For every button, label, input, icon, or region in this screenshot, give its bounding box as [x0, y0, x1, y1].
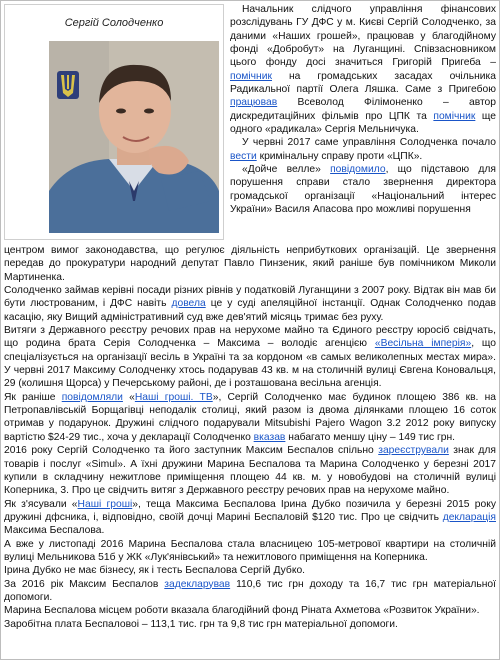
paragraph-loan: [4, 498, 496, 538]
link-dovela[interactable]: довела: [171, 298, 206, 310]
link-povidomlialy[interactable]: повідомляли: [61, 391, 123, 403]
text-span: 110,6 тис грн доходу та 16,7 тис грн матеріальної допомоги.: [4, 578, 497, 603]
main-article-text: [4, 244, 496, 631]
text-span: кримінальну справу проти «ЦПК».: [256, 150, 423, 162]
text-span: ще одного «радикала» Сергія Мельничука.: [230, 110, 496, 136]
paragraph-dw-continued: центром вимог законодавства, що регулює діяльність неприбуткових організацій. Це звернення передав до прокуратури народний депутат Павло Пинзеник, який раніше був помічником Миколи Мартиненка.: [4, 245, 496, 283]
text-span: Начальник слідчого управління фінансових розслідувань ГУ ДФС у м. Києві Сергій Солодченко, за даними «Наших грошей», працював у благодійному фонді «Добробут» на Луганщині. Співзасновником цього фонду досі значиться Григорій Пригеба –: [230, 4, 496, 69]
text-span: Максима Беспалова.: [4, 525, 105, 537]
text-span: У червні 2017 саме управління Солодченка почало: [242, 137, 496, 149]
link-vesilna-imperiia[interactable]: «Весільна імперія»: [374, 338, 472, 350]
link-pomichnyk[interactable]: помічник: [230, 70, 272, 82]
text-span: Як з'ясували «: [4, 498, 78, 510]
text-span: За 2016 рік Максим Беспалов: [4, 578, 165, 590]
link-vkazav[interactable]: вказав: [253, 431, 286, 443]
text-span: на громадських засадах очільника Радикальної партії Олега Ляшка. Саме з Пригебою: [230, 70, 496, 96]
text-span: набагато меншу ціну – 149 тис грн.: [285, 431, 456, 443]
text-span: знак для товарів і послуг «Simul». А їхні дружини Марина Беспалова та Марина Солодченко у березні 2017 купили в складчину нежитлове приміщення площею 44 кв. м. у новобудові на столичній вулиці Коперника, 3. Про це свідчить витяг з Державного реєстру речових прав на нерухоме майно.: [4, 445, 496, 497]
text-span: », теща Максима Беспалова Ірина Дубко позичила у березні 2015 року дружині дфсника, і, відповідно, своїй дочці Марині Беспаловій $120 тис. Про це свідчить: [4, 498, 496, 523]
trident-emblem: [57, 71, 79, 99]
link-pratsiuvav[interactable]: працював: [230, 97, 278, 109]
paragraph-house: [4, 391, 496, 444]
text-span: , що підставою для порушення справи стало звернення директора громадської організації «Національний інтерес України» Василя Апасова про можливі порушення: [230, 164, 496, 216]
paragraph-lustration: [4, 284, 496, 324]
paragraph-trademark: [4, 444, 496, 497]
paragraph-apartment: А вже у листопаді 2016 Марина Беспалова стала власницею 105-метрової квартири на столичній вулиці Мельникова 51б у ЖК «Лук'янівський» та нежитлового приміщення на Коперника.: [4, 538, 496, 563]
link-pomichnyk-2[interactable]: помічник: [433, 110, 476, 122]
text-span: Всеволод Філімоненко – автор дискредитаційних фільмів про ЦПК та: [230, 97, 496, 122]
paragraph-wedding-agency: [4, 324, 496, 391]
paragraph-dw: [230, 163, 496, 216]
paragraph-no-business: Ірина Дубко не має бізнесу, як і тесть Беспалова Сергій Дубко.: [4, 565, 306, 577]
paragraph-salary: Заробітна плата Беспаловоі – 113,1 тис. грн та 9,8 тис грн матеріальної допомоги.: [4, 618, 398, 630]
portrait-photo: [49, 41, 219, 233]
text-span: 2016 року Сергій Солодченко та його заступник Максим Беспалов спільно: [4, 445, 379, 457]
text-span: Витяги з Державного реєстру речових прав на нерухоме майно та Єдиного реєстру юросіб свідчать, що родина брата Серія Солодченка – Максима – володіє агенцією: [4, 325, 496, 350]
text-span: , що спеціалізується на організації весіль в Україні та за кордоном «в самых великолепных местах мира». У червні 2017 Максиму Солодченку хтось подарував 43 кв. м на столичній вулиці Євгена Коновальця, 29 (колишня Щорса) у Печерському районі, де і розташована весільна агенція.: [4, 338, 496, 390]
paragraph-case: [230, 136, 496, 163]
link-nashi-groshi[interactable]: Наші гроші: [77, 498, 133, 510]
link-vesty[interactable]: вести: [230, 150, 257, 162]
link-nashi-groshi-tv[interactable]: Наші гроші. ТВ: [134, 391, 213, 403]
paragraph-workplace: Марина Беспалова місцем роботи вказала благодійний фонд Ріната Ахметова «Розвиток України».: [4, 605, 480, 617]
photo-card: [4, 4, 224, 240]
side-column-text: [230, 3, 496, 217]
link-zadeklaruvav[interactable]: задекларував: [164, 578, 231, 590]
portrait-illustration: [49, 41, 219, 233]
link-zareiestruvaly[interactable]: зареєстрували: [378, 445, 449, 457]
text-span: Солодченко займав керівні посади різних рівнів у податковій Луганщини з 2007 року. Відтак він мав би бути люстрованим, і ДФС навіть: [4, 285, 496, 310]
paragraph-income: [4, 578, 496, 605]
text-span: «: [122, 391, 135, 403]
text-span: Як раніше: [4, 391, 62, 403]
photo-caption: Сергій Солодченко: [64, 17, 164, 29]
paragraph-intro: [230, 3, 496, 136]
link-povidomylo[interactable]: повідомило: [330, 164, 386, 176]
link-deklaratsiia[interactable]: декларація: [442, 511, 496, 523]
text-span: це у суді апеляційної інстанції. Однак Солодченко подав касацію, яку Вищий адміністративний суд вже дев'ятий місяць тримає без руху.: [4, 298, 496, 323]
text-span: », Сергій Солодченко має будинок площею 386 кв. на Петропавлівській Борщагівці неподалік столиці, який разом із двома ділянками площею 16 соток отримав у подарунок. Дружині слідчого подарували Mitsubishi Pajero Wagon 3.2 2012 року випуску вартістю $24-29 тис., хоча у декларації Солодченко: [4, 391, 497, 443]
text-span: «Дойче велле»: [242, 164, 331, 176]
